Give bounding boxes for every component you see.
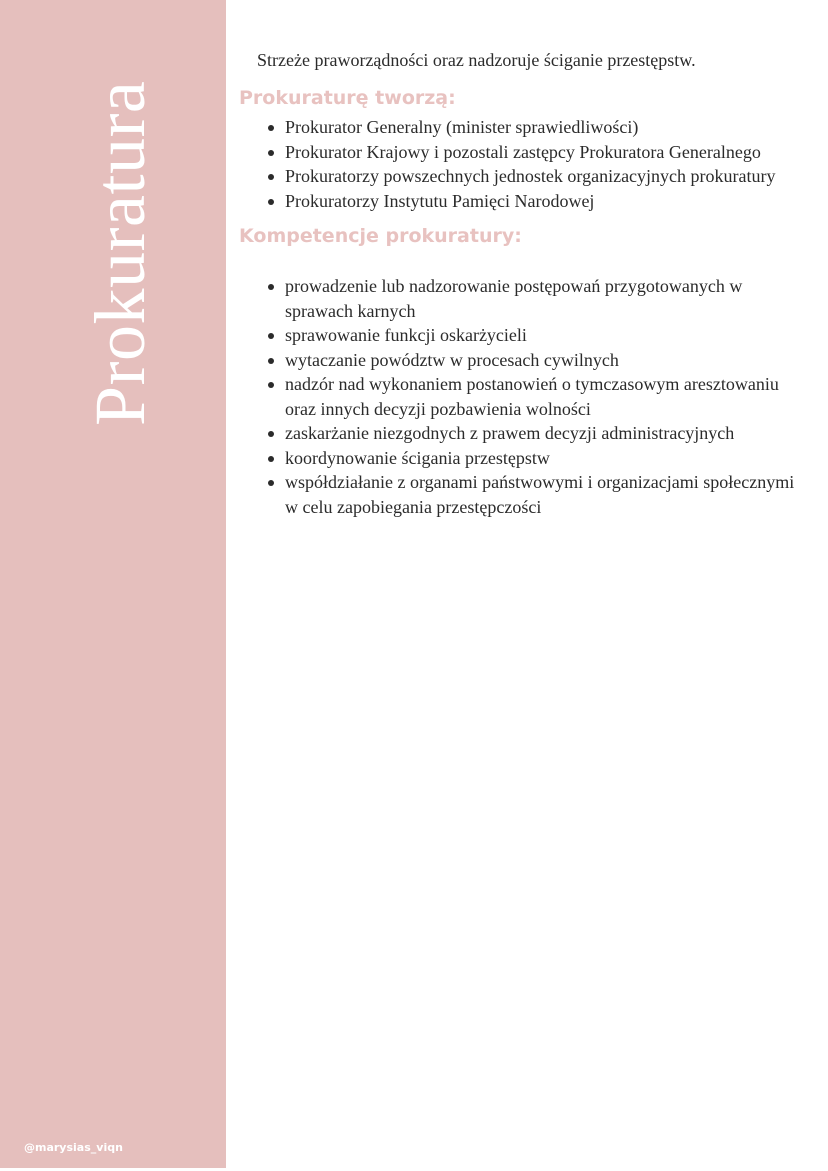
list-item: nadzór nad wykonaniem postanowień o tymczasowym aresztowaniu oraz innych decyzji pozbawienia wolności bbox=[285, 372, 809, 421]
list-item: Prokurator Generalny (minister sprawiedliwości) bbox=[285, 115, 809, 140]
list-item: Prokuratorzy Instytutu Pamięci Narodowej bbox=[285, 189, 809, 214]
list-item: Prokurator Krajowy i pozostali zastępcy Prokuratora Generalnego bbox=[285, 140, 809, 165]
list-item: sprawowanie funkcji oskarżycieli bbox=[285, 323, 809, 348]
list-item: Prokuratorzy powszechnych jednostek organizacyjnych prokuratury bbox=[285, 164, 809, 189]
author-handle: @marysias_viqn bbox=[24, 1141, 123, 1154]
sidebar-panel bbox=[0, 0, 226, 1168]
section-heading-competences: Kompetencje prokuratury: bbox=[239, 225, 522, 247]
page-title: Prokuratura bbox=[80, 80, 160, 426]
intro-text: Strzeże praworządności oraz nadzoruje ściganie przestępstw. bbox=[257, 50, 696, 70]
list-item: prowadzenie lub nadzorowanie postępowań przygotowanych w sprawach karnych bbox=[285, 274, 809, 323]
competences-list bbox=[239, 274, 809, 519]
list-item: zaskarżanie niezgodnych z prawem decyzji administracyjnych bbox=[285, 421, 809, 446]
main-content bbox=[239, 48, 809, 519]
list-item: koordynowanie ścigania przestępstw bbox=[285, 446, 809, 471]
composition-list bbox=[239, 115, 809, 213]
list-item: wytaczanie powództw w procesach cywilnych bbox=[285, 348, 809, 373]
section-heading-composition: Prokuraturę tworzą: bbox=[239, 87, 456, 109]
list-item: współdziałanie z organami państwowymi i organizacjami społecznymi w celu zapobiegania przestępczości bbox=[285, 470, 809, 519]
